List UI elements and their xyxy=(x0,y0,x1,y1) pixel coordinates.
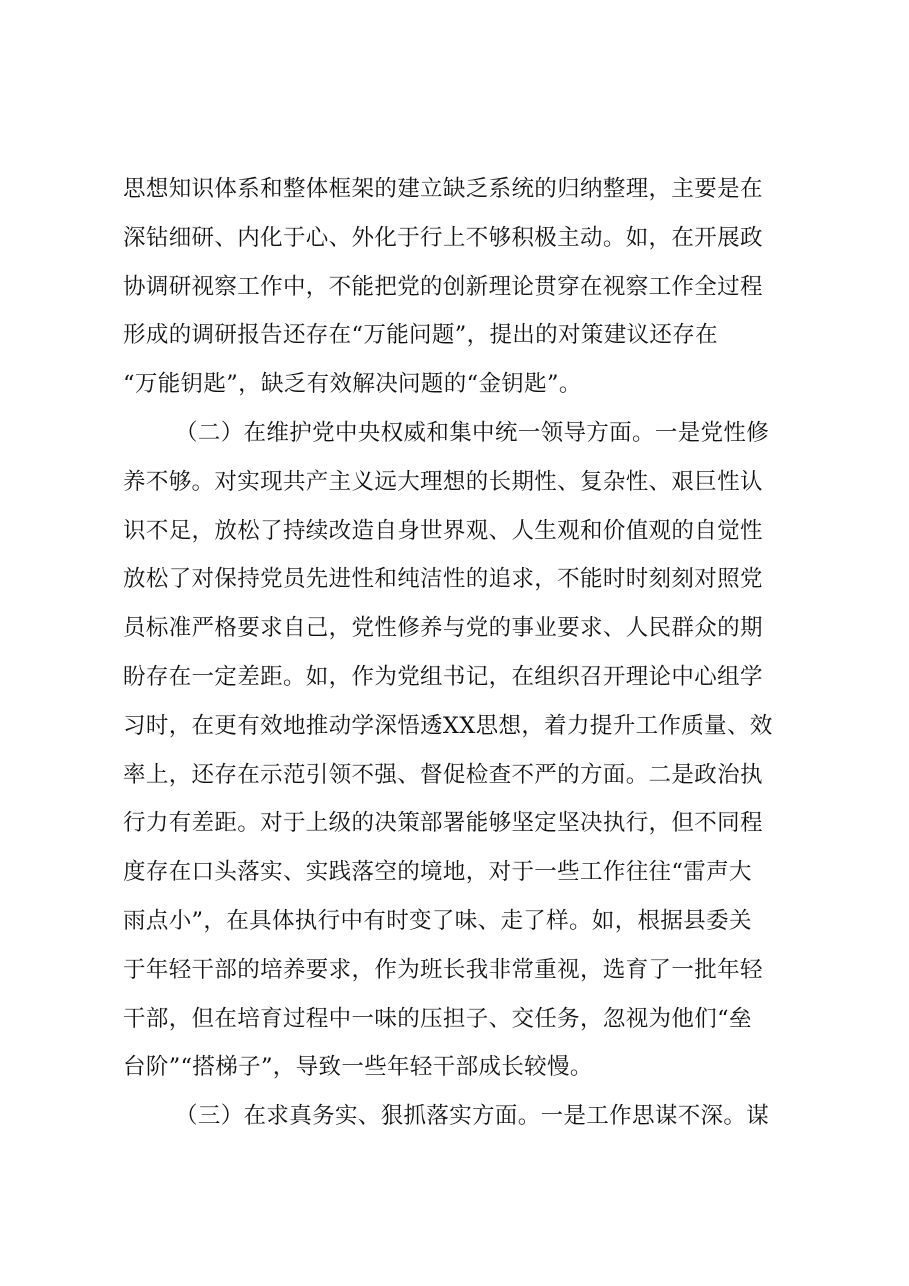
text-line: 行力有差距。对于上级的决策部署能够坚定坚决执行，但不同程 xyxy=(123,810,763,837)
text-line: 习时，在更有效地推动学深悟透XX思想，着力提升工作质量、效 xyxy=(123,712,773,739)
text-line: 协调研视察工作中，不能把党的创新理论贯穿在视察工作全过程 xyxy=(123,273,763,300)
text-line: 度存在口头落实、实践落空的境地，对于一些工作往往“雷声大 xyxy=(123,859,752,886)
text-line: 深钻细研、内化于心、外化于行上不够积极主动。如，在开展政 xyxy=(123,224,763,251)
text-line: 率上，还存在示范引领不强、督促检查不严的方面。二是政治执 xyxy=(123,761,763,788)
text-line: 于年轻干部的培养要求，作为班长我非常重视，选育了一批年轻 xyxy=(123,956,763,983)
text-line: 思想知识体系和整体框架的建立缺乏系统的归纳整理，主要是在 xyxy=(123,176,763,202)
text-line: 台阶”“搭梯子”，导致一些年轻干部成长较慢。 xyxy=(123,1054,593,1081)
text-line: 干部，但在培育过程中一味的压担子、交任务，忽视为他们“垒 xyxy=(123,1005,752,1032)
body-text xyxy=(123,165,813,1141)
text-line: 识不足，放松了持续改造自身世界观、人生观和价值观的自觉性 xyxy=(123,517,763,544)
section-heading-line: （三）在求真务实、狠抓落实方面。一是工作思谋不深。谋 xyxy=(175,1103,770,1130)
text-line: 雨点小”，在具体执行中有时变了味、走了样。如，根据县委关 xyxy=(123,907,752,934)
text-line: 养不够。对实现共产主义远大理想的长期性、复杂性、艰巨性认 xyxy=(123,468,763,495)
text-line: “万能钥匙”，缺乏有效解决问题的“金钥匙”。 xyxy=(123,371,582,398)
text-line: 形成的调研报告还存在“万能问题”，提出的对策建议还存在 xyxy=(123,322,718,349)
text-line: 盼存在一定差距。如，作为党组书记，在组织召开理论中心组学 xyxy=(123,663,763,690)
text-line: 放松了对保持党员先进性和纯洁性的追求，不能时时刻刻对照党 xyxy=(123,566,763,593)
text-line: 员标准严格要求自己，党性修养与党的事业要求、人民群众的期 xyxy=(123,615,763,642)
section-heading-line: （二）在维护党中央权威和集中统一领导方面。一是党性修 xyxy=(175,419,770,446)
